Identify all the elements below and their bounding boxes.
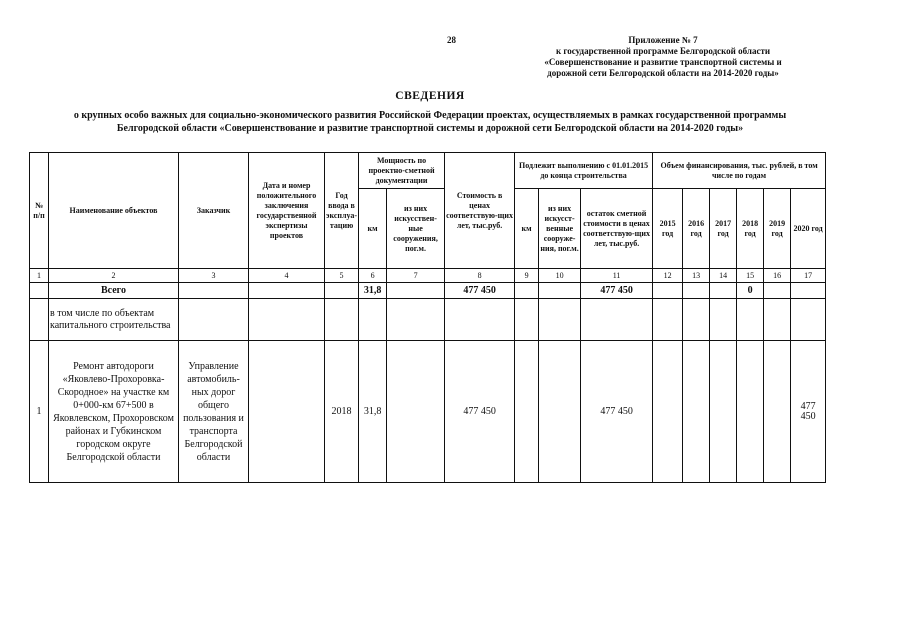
header-2018: 2018 год: [737, 189, 764, 269]
header-expertise: Дата и номер положительного заключения государственной экспертизы проектов: [249, 153, 325, 269]
column-number: 4: [249, 269, 325, 283]
header-2019: 2019 год: [764, 189, 791, 269]
header-structures: из них искусствен-ные сооружения, пог.м.: [387, 189, 445, 269]
row-2016: [683, 341, 710, 483]
header-capacity-group: Мощность по проектно-сметной документации: [359, 153, 445, 189]
header-cost: Стоимость в ценах соответствую-щих лет, тыс.руб.: [445, 153, 515, 269]
cell: [359, 299, 387, 341]
row-todo-km: [515, 341, 539, 483]
header-year: Год ввода в эксплуа-тацию: [325, 153, 359, 269]
header-num: № п/п: [30, 153, 49, 269]
row-year: 2018: [325, 341, 359, 483]
total-km: 31,8: [359, 283, 387, 299]
column-number: 1: [30, 269, 49, 283]
appendix-line: к государственной программе Белгородской области: [555, 46, 771, 56]
header-todo-group: Подлежит выполнению с 01.01.2015 до конца строительства: [515, 153, 653, 189]
cell: [539, 283, 581, 299]
row-2019: [764, 341, 791, 483]
total-2018: 0: [737, 283, 764, 299]
column-number: 8: [445, 269, 515, 283]
appendix-line: «Совершенствование и развитие транспортной системы и: [544, 57, 782, 67]
appendix-header: [528, 35, 798, 79]
row-cost: 477 450: [445, 341, 515, 483]
row-structures: [387, 341, 445, 483]
column-number: 7: [387, 269, 445, 283]
cell: [539, 299, 581, 341]
row-2020: 477 450: [791, 341, 826, 483]
row-km: 31,8: [359, 341, 387, 483]
cell: [710, 283, 737, 299]
cell: [515, 283, 539, 299]
subtitle-line: Белгородской области «Совершенствование и развитие транспортной системы и дорожной сети Белгородской области на 2014-2020 годы»: [116, 123, 744, 134]
projects-table: [29, 152, 826, 483]
column-number: 13: [683, 269, 710, 283]
column-number: 6: [359, 269, 387, 283]
cell: [179, 283, 249, 299]
document-title: СВЕДЕНИЯ: [395, 90, 465, 102]
row-2018: [737, 341, 764, 483]
cell: [791, 299, 826, 341]
row-customer: Управление автомобиль-ных дорог общего пользования и транспорта Белгородской области: [179, 341, 249, 483]
cell: [737, 299, 764, 341]
cell: [179, 299, 249, 341]
column-number: 3: [179, 269, 249, 283]
subheader-row: [30, 299, 826, 341]
page-number: 28: [447, 35, 456, 45]
cell: [683, 283, 710, 299]
cell: [445, 299, 515, 341]
cell: [249, 299, 325, 341]
row-num: 1: [30, 341, 49, 483]
header-2016: 2016 год: [683, 189, 710, 269]
cell: [325, 283, 359, 299]
column-number: 16: [764, 269, 791, 283]
header-2015: 2015 год: [653, 189, 683, 269]
cell: [30, 299, 49, 341]
header-2020: 2020 год: [791, 189, 826, 269]
row-name: Ремонт автодороги «Яковлево-Прохоровка-Скородное» на участке км 0+000-км 67+500 в Яковлевском, Прохоровском районах и Губкинском городском округе Белгородской области: [49, 341, 179, 483]
appendix-line: дорожной сети Белгородской области на 2014-2020 годы»: [547, 68, 779, 78]
total-remainder: 477 450: [581, 283, 653, 299]
table-row: [30, 341, 826, 483]
total-label: Всего: [49, 283, 179, 299]
cell: [683, 299, 710, 341]
subheader-label: в том числе по объектам капитального строительства: [49, 299, 179, 341]
header-remainder: остаток сметной стоимости в ценах соответствую-щих лет, тыс.руб.: [581, 189, 653, 269]
cell: [30, 283, 49, 299]
cell: [710, 299, 737, 341]
column-number: 14: [710, 269, 737, 283]
column-number: 12: [653, 269, 683, 283]
appendix-line: Приложение № 7: [628, 35, 698, 45]
column-number: 5: [325, 269, 359, 283]
total-row: [30, 283, 826, 299]
cell: [653, 299, 683, 341]
column-number: 11: [581, 269, 653, 283]
row-todo-structures: [539, 341, 581, 483]
cell: [249, 283, 325, 299]
subtitle-line: о крупных особо важных для социально-экономического развития Российской Федерации проектах, осуществляемых в рамках государственной программы: [73, 110, 787, 121]
header-2017: 2017 год: [710, 189, 737, 269]
header-name: Наименование объектов: [49, 153, 179, 269]
row-2015: [653, 341, 683, 483]
cell: [515, 299, 539, 341]
header-customer: Заказчик: [179, 153, 249, 269]
row-expertise: [249, 341, 325, 483]
row-remainder: 477 450: [581, 341, 653, 483]
cell: [764, 283, 791, 299]
column-number: 10: [539, 269, 581, 283]
column-number: 9: [515, 269, 539, 283]
document-subtitle: [20, 109, 840, 135]
column-number: 2: [49, 269, 179, 283]
row-2017: [710, 341, 737, 483]
header-todo-structures: из них искусст-венные сооруже-ния, пог.м.: [539, 189, 581, 269]
cell: [764, 299, 791, 341]
total-cost: 477 450: [445, 283, 515, 299]
header-todo-km: км: [515, 189, 539, 269]
cell: [387, 283, 445, 299]
cell: [325, 299, 359, 341]
header-km: км: [359, 189, 387, 269]
column-number: 17: [791, 269, 826, 283]
cell: [387, 299, 445, 341]
cell: [581, 299, 653, 341]
header-funding-group: Объем финансирования, тыс. рублей, в том числе по годам: [653, 153, 826, 189]
cell: [791, 283, 826, 299]
column-number: 15: [737, 269, 764, 283]
cell: [653, 283, 683, 299]
